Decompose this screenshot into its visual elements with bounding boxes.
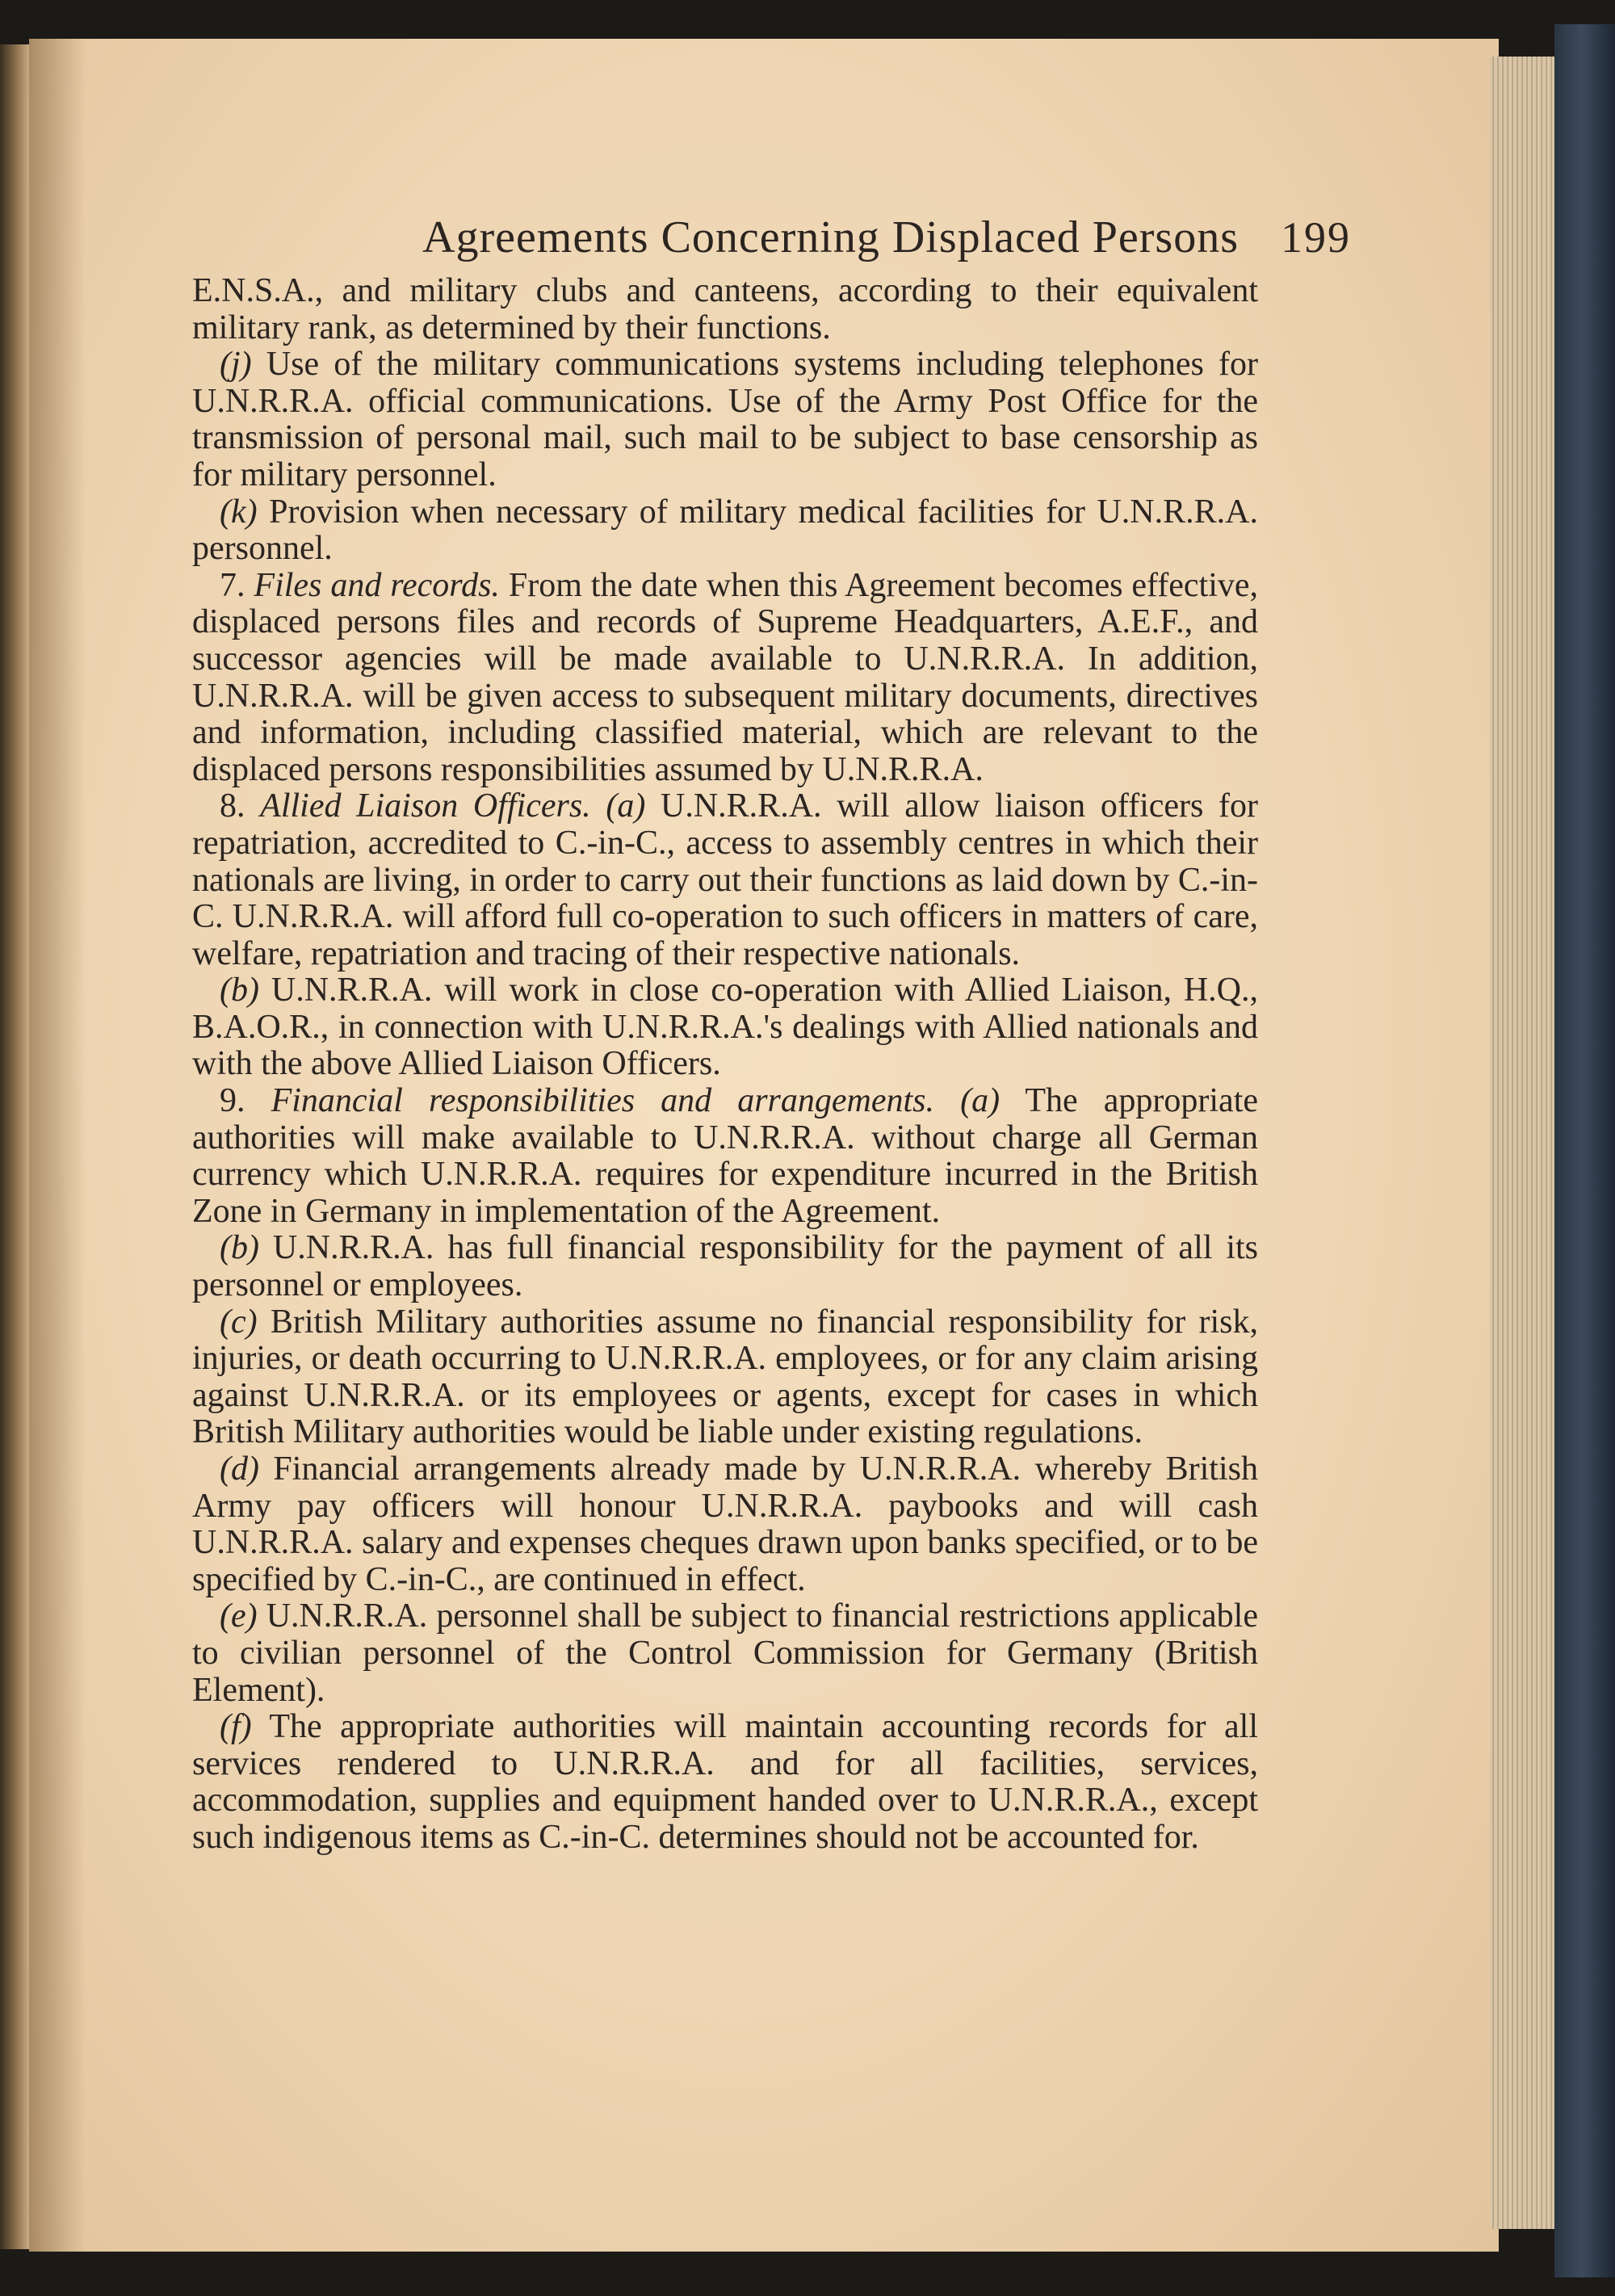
item-label: (k) — [220, 493, 258, 531]
section-heading: Files and records. — [254, 566, 500, 604]
left-page-edge — [0, 44, 29, 2249]
book-cover — [1554, 24, 1615, 2277]
paragraph-9c — [192, 1304, 1258, 1451]
paragraph-9f — [192, 1709, 1258, 1856]
section-number: 9. — [220, 1082, 245, 1120]
paragraph-text: E.N.S.A., and military clubs and canteens, according to their equivalent military rank, as determined by their functions. — [192, 272, 1258, 346]
paragraph-9a — [192, 1083, 1258, 1230]
item-label: (j) — [220, 346, 252, 384]
paragraph-text: Financial arrangements already made by U.N.R.R.A. whereby British Army pay officers will honour U.N.R.R.A. paybooks and will cash U.N.R.R.A. salary and expenses cheques drawn upon banks specified, or to be specified by C.-in-C., are continued in effect. — [192, 1450, 1258, 1598]
gutter-shadow — [29, 39, 86, 2252]
paragraph-7 — [192, 568, 1258, 789]
paragraph-8b — [192, 972, 1258, 1083]
section-heading: Allied Liaison Officers. — [260, 787, 591, 825]
paragraph-text: U.N.R.R.A. will work in close co-operation with Allied Liaison, H.Q., B.A.O.R., in connection with U.N.R.R.A.'s dealings with Allied nationals and with the above Allied Liaison Officers. — [192, 972, 1258, 1083]
running-head — [297, 212, 1351, 263]
paragraph-9d — [192, 1451, 1258, 1598]
section-number: 7. — [220, 566, 245, 604]
paragraph-text: U.N.R.R.A. has full financial responsibility for the payment of all its personnel or employees. — [192, 1229, 1259, 1304]
item-label: (a) — [960, 1082, 1000, 1120]
item-label: (e) — [220, 1597, 258, 1635]
paragraph-text: The appropriate authorities will maintain accounting records for all services rendered to U.N.R.R.A. and for all facilities, services, accommodation, supplies and equipment handed over to U.N.R.R.A., except such indigenous items as C.-in-C. determines should not be accounted for. — [192, 1708, 1258, 1856]
paragraph-text: British Military authorities assume no financial responsibility for risk, injuries, or death occurring to U.N.R.R.A. employees, or for any claim arising against U.N.R.R.A. or its employees or agents, except for cases in which British Military authorities would be liable under existing regulations. — [192, 1303, 1258, 1451]
section-number: 8. — [220, 787, 245, 825]
page-content — [192, 212, 1351, 1857]
page-number: 199 — [1281, 213, 1351, 262]
paragraph-continuation — [192, 273, 1258, 346]
paragraph-6k — [192, 494, 1258, 568]
paragraph-text: U.N.R.R.A. personnel shall be subject to financial restrictions applicable to civilian personnel of the Control Commission for Germany (British Element). — [192, 1597, 1258, 1709]
paragraph-text: The appropriate authorities will make available to U.N.R.R.A. without charge all German currency which U.N.R.R.A. requires for expenditure incurred in the British Zone in Germany in implementation of the Agreement. — [192, 1082, 1259, 1230]
item-label: (a) — [606, 787, 646, 825]
item-label: (b) — [220, 1229, 259, 1267]
paragraph-6j — [192, 346, 1258, 493]
paragraph-8a — [192, 788, 1258, 972]
paragraph-text: Use of the military communications systems including telephones for U.N.R.R.A. official communications. Use of the Army Post Office for the transmission of personal mail, such mail to be subject to base censorship as for military personnel. — [192, 346, 1258, 493]
paragraph-text: U.N.R.R.A. will allow liaison officers for repatriation, accredited to C.-in-C., access to assembly centres in which their nationals are living, in order to carry out their functions as laid down by C.-in-C. U.N.R.R.A. will afford full co-operation to such officers in matters of care, welfare, repatriation and tracing of their respective nationals. — [192, 787, 1258, 972]
item-label: (c) — [220, 1303, 258, 1341]
paragraph-9e — [192, 1598, 1258, 1709]
item-label: (d) — [220, 1450, 259, 1488]
item-label: (f) — [220, 1708, 252, 1746]
section-heading: Financial responsibilities and arrangements. — [271, 1082, 935, 1120]
paragraph-9b — [192, 1230, 1258, 1303]
paragraph-text: Provision when necessary of military medical facilities for U.N.R.R.A. personnel. — [192, 493, 1259, 568]
page-title: Agreements Concerning Displaced Persons — [422, 212, 1239, 262]
item-label: (b) — [220, 972, 259, 1009]
paragraph-text: From the date when this Agreement becomes effective, displaced persons files and records of Supreme Headquarters, A.E.F., and successor agencies will be made available to U.N.R.R.A. In addition, U.N.R.R.A. will be given access to subsequent military documents, directives and information, including classified material, which are relevant to the displaced persons responsibilities assumed by U.N.R.R.A. — [192, 566, 1259, 788]
